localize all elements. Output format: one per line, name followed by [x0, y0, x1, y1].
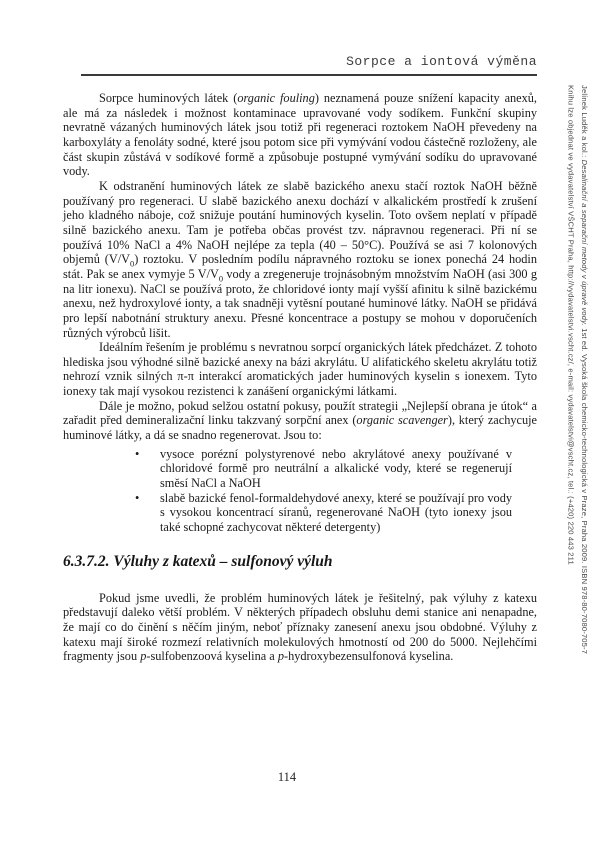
italic-para-prefix: p [277, 649, 284, 664]
paragraph-corrective-regeneration [63, 179, 537, 340]
running-title: Sorpce a iontová výměna [346, 54, 537, 69]
paragraph-cation-leachate [63, 591, 537, 664]
italic-para-prefix: p [140, 649, 147, 664]
header-rule-divider [81, 74, 537, 76]
text-run: ) roztoku. V posledním podílu nápravného roztoku se ionex ponechá 24 hodin stát. Pak se anex vymyje 5 V/V [63, 252, 537, 281]
main-text-block [63, 91, 537, 664]
list-item-text: slabě bazické fenol-formaldehydové anexy, které se používají pro vody s vysokou koncentrací síranů, regenerované NaOH (tyto ionexy jsou také schopné zachycovat některé detergenty) [160, 490, 512, 535]
citation-authors: Jelínek Luděk a kol.: [580, 85, 589, 160]
list-item-text: vysoce porézní polystyrenové nebo akrylátové anexy používané v chloridové formě pro neutrální a alkalické vody, které se regenerují směsí NaCl a NaOH [160, 446, 512, 491]
text-run: ), který zachycuje huminové látky, a dá se snadno regenerovat. Jsou to: [63, 413, 537, 443]
list-item-polystyrene-anex [135, 446, 512, 491]
bullet-icon: • [135, 490, 140, 505]
paragraph-organic-fouling [63, 91, 537, 179]
text-run: ) neznamená pouze snížení kapacity anexů, ale má za následek i možnost kontaminace upravované vody sodíkem. Funkční skupiny nevratně vázaných huminových látek jsou totiž při regeneraci roztokem NaOH převedeny na karboxyláty a fenoláty sodné, které jsou potom sice při vymývání vodou částečně rozloženy, ale část skupin zůstává v sodíkové formě a způsobuje postupné vymývání sodíku do upravované vody. [63, 91, 538, 179]
text-run: Pokud jsme uvedli, že problém huminových látek je řešitelný, pak výluhy z katexu představují daleko větší problém. V některých případech obsluhu demi stanice ani nenapadne, že mají co do činění s něčím jiným, neboť příznaky zanesení anexu jsou obdobné. Výluhy z katexu mají široké rozmezí relativních molekulových hmotností od 200 do 5000. Nejlehčími fragmenty jsou [63, 590, 537, 664]
page-number: 114 [277, 770, 297, 784]
text-run: -hydroxybezensulfonová kyselina. [283, 649, 454, 664]
italic-term-organic-scavenger: organic scavenger [356, 413, 448, 428]
section-heading: 6.3.7.2. Výluhy z katexů – sulfonový výluh [63, 552, 333, 570]
citation-publisher-isbn: 1st ed. Vysoká škola chemicko-technologická v Praze, Praha 2009. ISBN 978-80-7080-705-7 [580, 325, 589, 655]
text-run: vody a zregeneruje trojnásobným množstvím NaOH (asi 300 g na litr ionexu). NaCl se používá proto, že chloridové ionty mají vyšší afinitu k silně bazickému anexu, než hydroxylové ionty, a tak snadněji vytěsní poutané huminové látky. NaOH se přidává pro lepší nabotnání struktury anexu. Přesné koncentrace a postupy se mohou v doporučeních různých výrobců lišit. [63, 266, 537, 340]
paragraph-organic-scavenger [63, 399, 537, 443]
text-run: Sorpce huminových látek ( [99, 91, 238, 105]
citation-line-1 [578, 85, 592, 830]
running-header [63, 54, 537, 69]
citation-sidebar [564, 85, 591, 830]
subscript-zero: 0 [130, 259, 135, 269]
citation-book-title: Desalinační a separační metody v úpravě vody. [580, 159, 589, 326]
scavenger-types-list [63, 447, 537, 535]
paragraph-acrylate-resins: Ideálním řešením je problému s nevratnou sorpcí organických látek předcházet. Z tohoto hlediska jsou výhodné silně bazické anexy na bázi akrylátu. U alifatického skeletu akrylátu totiž nehrozí vznik silných π-π interakcí aromatických jader huminových kyselin s ionexem. Tyto ionexy tak mají vysokou rezistenci k zanášení organickými látkami. [63, 340, 537, 399]
italic-term-organic-fouling: organic fouling [237, 91, 315, 105]
list-item-phenol-formaldehyde-anex [135, 490, 512, 535]
citation-line-2: Knihu lze objednat ve vydavatelství VŠCHT Praha, http://vydavatelstvi.vscht.cz/, e-mail: vydavatelstvi@vscht.cz, tel.: (+420) 220 443 211 [566, 85, 576, 565]
text-run: K odstranění huminových látek ze slabě bazického anexu stačí roztok NaOH běžně používaný pro regeneraci. U slabě bazického anexu dochází v alkalickém prostředí k zrušení jeho kladného náboje, což snižuje poutání huminových kyselin. Toto ovšem neplatí v případě silně bazického anexu. Tam je potřeba občas provést tzv. nápravnou regeneraci. Při ní se používá 10% NaCl a 4% NaOH nejlépe za tepla (40 – 50°C). Používá se asi 7 kolonových objemů (V/V [63, 178, 537, 267]
text-run: -sulfobenzoová kyselina a [146, 649, 278, 664]
subscript-zero: 0 [218, 274, 224, 284]
bullet-icon: • [135, 446, 140, 461]
text-run: Dále je možno, pokud selžou ostatní pokusy, použít strategii „Nejlepší obrana je útok“ a zařadit před demineralizační linku takzvaný sorpční anex ( [63, 398, 537, 428]
